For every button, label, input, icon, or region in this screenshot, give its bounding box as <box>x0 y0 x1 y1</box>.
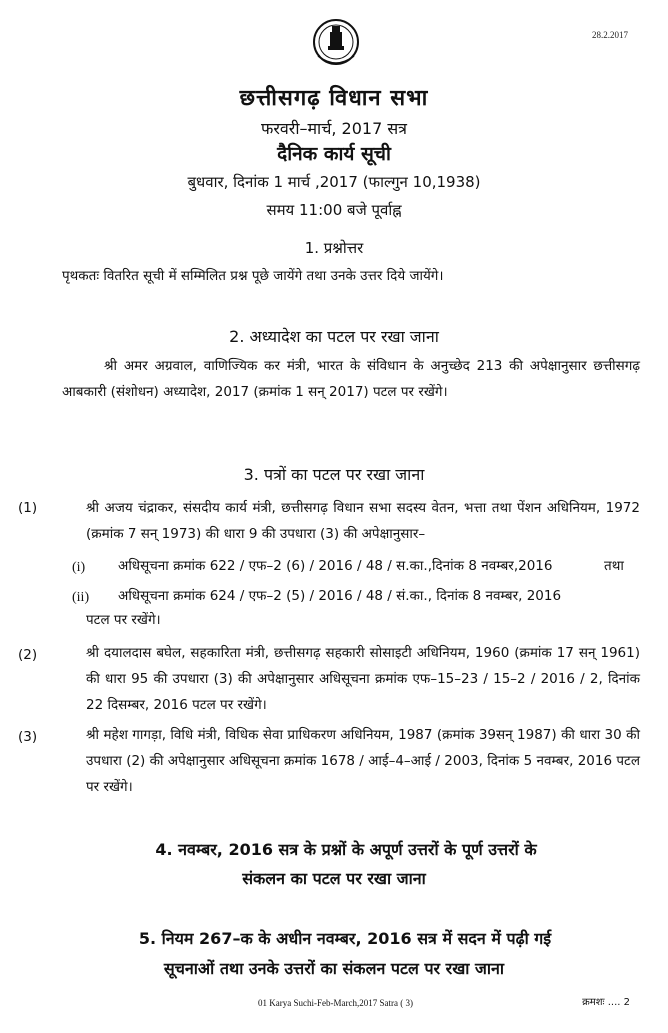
date-stamp: 28.2.2017 <box>592 30 628 40</box>
section-2-body: श्री अमर अग्रवाल, वाणिज्यिक कर मंत्री, भारत के संविधान के अनुच्छेद 213 की अपेक्षानुसार छत्तीसगढ़ आबकारी (संशोधन) अध्यादेश, 2017 (क्रमांक 1 सन् 2017) पटल पर रखेंगे। <box>62 358 640 400</box>
page-title: छत्तीसगढ़ विधान सभा <box>239 86 429 111</box>
section-5-title-line-1: 5. नियम 267–क के अधीन नवम्बर, 2016 सत्र में सदन में पढ़ी गई <box>138 929 552 948</box>
section-4-title-line-2: संकलन का पटल पर रखा जाना <box>242 869 426 888</box>
section-3-title: 3. पत्रों का पटल पर रखा जाना <box>243 465 425 484</box>
item-3-text: श्री महेश गागड़ा, विधि मंत्री, विधिक सेवा प्राधिकरण अधिनियम, 1987 (क्रमांक 39सन् 1987) की धारा 30 की उपधारा (2) की अपेक्षानुसार अधिसूचना क्रमांक 1678 / आई–4–आई / 2003, दिनांक 5 नवम्बर, 2016 पटल पर रखेंगे। <box>86 727 640 795</box>
day-line: बुधवार, दिनांक 1 मार्च ,2017 (फाल्गुन 10,1938) <box>187 173 481 191</box>
sub-item-ii-tail: पटल पर रखेंगे। <box>86 612 161 628</box>
sub-item-ii-number: (ii) <box>72 590 90 605</box>
time-line: समय 11:00 बजे पूर्वाह्न <box>266 201 402 219</box>
section-2-title: 2. अध्यादेश का पटल पर रखा जाना <box>229 327 439 346</box>
sub-item-i-number: (i) <box>72 560 86 575</box>
item-2-text: श्री दयालदास बघेल, सहकारिता मंत्री, छत्तीसगढ़ सहकारी सोसाइटी अधिनियम, 1960 (क्रमांक 17 सन् 1961) की धारा 95 की उपधारा (3) की अपेक्षानुसार अधिसूचना क्रमांक एफ–15–23 / 15–2 / 2016 / 2, दिनांक 22 दिसम्बर, 2016 पटल पर रखेंगे। <box>86 645 640 713</box>
section-1-body: पृथकतः वितरित सूची में सम्मिलित प्रश्न पूछे जायेंगे तथा उनके उत्तर दिये जायेंगे। <box>62 268 444 284</box>
sub-item-i-text: अधिसूचना क्रमांक 622 / एफ–2 (6) / 2016 / 48 / स.का.,दिनांक 8 नवम्बर,2016 <box>118 558 553 574</box>
section-4-title-line-1: 4. नवम्बर, 2016 सत्र के प्रश्नों के अपूर्ण उत्तरों के पूर्ण उत्तरों के <box>155 840 537 859</box>
item-1-text: श्री अजय चंद्राकर, संसदीय कार्य मंत्री, छत्तीसगढ़ विधान सभा सदस्य वेतन, भत्ता तथा पेंशन अधिनियम, 1972 (क्रमांक 7 सन् 1973) की धारा 9 की उपधारा (3) की अपेक्षानुसार– <box>86 500 640 542</box>
emblem-icon <box>312 16 360 72</box>
sub-item-ii-text: अधिसूचना क्रमांक 624 / एफ–2 (5) / 2016 / 48 / सं.का., दिनांक 8 नवम्बर, 2016 <box>118 588 562 604</box>
sub-item-i-tail: तथा <box>604 558 624 574</box>
session-line: फरवरी–मार्च, 2017 सत्र <box>261 119 407 138</box>
item-2-number: (2) <box>18 647 38 663</box>
item-3-number: (3) <box>18 729 38 745</box>
section-1-title: 1. प्रश्नोत्तर <box>304 239 364 257</box>
continued-marker: क्रमशः .... 2 <box>582 997 630 1008</box>
section-5-title-line-2: सूचनाओं तथा उनके उत्तरों का संकलन पटल पर रखा जाना <box>163 959 505 978</box>
agenda-title: दैनिक कार्य सूची <box>277 143 391 165</box>
item-1-number: (1) <box>18 500 38 516</box>
footer-file-ref: 01 Karya Suchi-Feb-March,2017 Satra ( 3) <box>258 998 413 1008</box>
